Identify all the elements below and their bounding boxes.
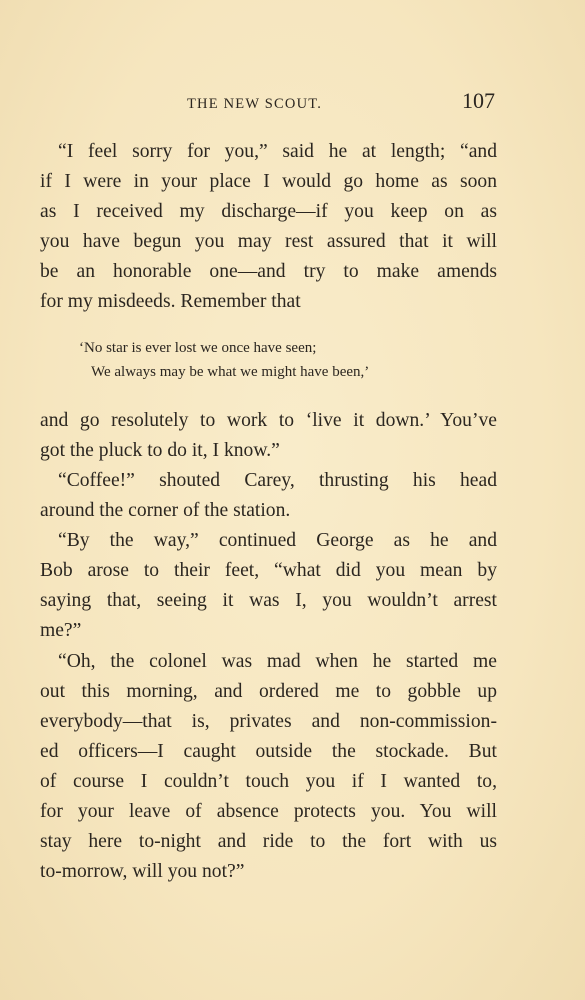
text-line: got the pluck to do it, I know.” (40, 440, 280, 461)
text-line: as I received my discharge—if you keep on as (40, 201, 497, 222)
verse-line: We always may be what we might have been,’ (91, 364, 370, 380)
text-line: if I were in your place I would go home as soon (40, 171, 497, 192)
text-line: stay here to-night and ride to the fort with us (40, 831, 497, 852)
text-line: “I feel sorry for you,” said he at length; “and (58, 141, 497, 162)
text-line: out this morning, and ordered me to gobble up (40, 681, 497, 702)
text-line: Bob arose to their feet, “what did you mean by (40, 560, 497, 581)
text-line: “Oh, the colonel was mad when he started me (58, 651, 497, 672)
running-head (40, 88, 495, 118)
text-line: around the corner of the station. (40, 500, 291, 521)
verse-line: ‘No star is ever lost we once have seen; (79, 340, 317, 356)
text-line: “Coffee!” shouted Carey, thrusting his head (58, 470, 497, 491)
text-line: to-morrow, will you not?” (40, 861, 245, 882)
text-line: for your leave of absence protects you. You will (40, 801, 497, 822)
page-number: 107 (462, 88, 495, 113)
text-line: you have begun you may rest assured that it will (40, 231, 497, 252)
text-line: ed officers—I caught outside the stockade. But (40, 741, 497, 762)
running-title: THE NEW SCOUT. (187, 96, 323, 112)
text-line: of course I couldn’t touch you if I wanted to, (40, 771, 497, 792)
text-line: saying that, seeing it was I, you wouldn’t arrest (40, 590, 497, 611)
text-line: everybody—that is, privates and non-commission- (40, 711, 497, 732)
text-line: “By the way,” continued George as he and (58, 530, 497, 551)
text-line: and go resolutely to work to ‘live it down.’ You’ve (40, 410, 497, 431)
text-line: for my misdeeds. Remember that (40, 291, 301, 312)
text-line: be an honorable one—and try to make amends (40, 261, 497, 282)
text-line: me?” (40, 620, 82, 641)
